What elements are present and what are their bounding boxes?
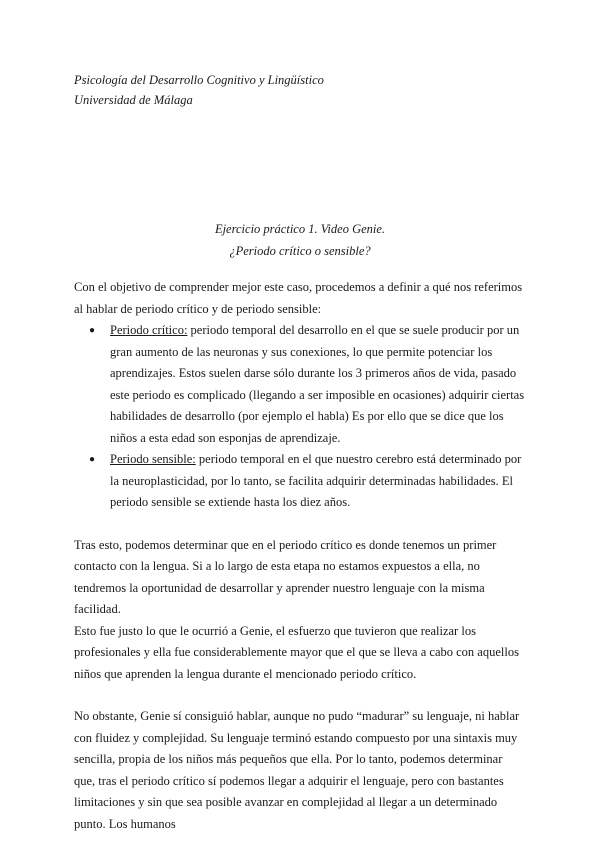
definition-term: Periodo crítico:	[110, 323, 188, 337]
paragraph-spacer	[74, 685, 526, 706]
definition-term: Periodo sensible:	[110, 452, 196, 466]
title-line-2: ¿Periodo crítico o sensible?	[229, 244, 371, 258]
document-body	[74, 277, 526, 835]
definitions-list	[74, 320, 526, 514]
paragraph-1: Tras esto, podemos determinar que en el periodo crítico es donde tenemos un primer contacto con la lengua. Si a lo largo de esta etapa no estamos expuestos a ella, no tendremos la oportunidad de desarrollar y aprender nuestro lenguaje con la misma facilidad.	[74, 537, 497, 616]
bullet-icon: ●	[89, 454, 96, 465]
definition-sensitive-period	[89, 449, 526, 514]
document-header	[74, 70, 324, 110]
bullet-icon: ●	[89, 325, 96, 336]
definition-critical-period	[89, 320, 526, 449]
document-title	[0, 218, 600, 262]
title-line-1: Ejercicio práctico 1. Video Genie.	[214, 222, 386, 236]
paragraph-spacer	[74, 514, 526, 535]
intro-paragraph: Con el objetivo de comprender mejor este caso, procedemos a definir a qué nos referimos al hablar de periodo crítico y de periodo sensible:	[74, 280, 523, 316]
university-name: Universidad de Málaga	[74, 93, 193, 107]
paragraph-2: Esto fue justo lo que le ocurrió a Genie, el esfuerzo que tuvieron que realizar los profesionales y ella fue considerablemente mayor que el que se lleva a cabo con aquellos niños que aprenden la lengua durante el mencionado periodo crítico.	[74, 623, 519, 681]
definition-text: periodo temporal en el que nuestro cerebro está determinado por la neuroplasticidad, por lo tanto, se facilita adquirir determinadas habilidades. El periodo sensible se extiende hasta los diez años.	[110, 452, 522, 509]
paragraph-3: No obstante, Genie sí consiguió hablar, aunque no pudo “madurar” su lenguaje, ni hablar con fluidez y complejidad. Su lenguaje terminó estando compuesto por una sintaxis muy sencilla, propia de los niños más pequeños que ella. Por lo tanto, podemos determinar que, tras el periodo crítico sí podemos llegar a adquirir el lenguaje, pero con bastantes limitaciones y sin que sea posible avanzar en complejidad al llegar a un determinado punto. Los humanos	[74, 709, 520, 831]
definition-text: periodo temporal del desarrollo en el que se suele producir por un gran aumento de las neuronas y sus conexiones, lo que permite potenciar los aprendizajes. Estos suelen darse sólo durante los 3 primeros años de vida, pasado este periodo es complicado (llegando a ser imposible en ocasiones) adquirir ciertas habilidades de desarrollo (por ejemplo el habla) Es por ello que se dice que los niños a esta edad son esponjas de aprendizaje.	[110, 323, 525, 445]
course-name: Psicología del Desarrollo Cognitivo y Lingüístico	[74, 73, 324, 87]
